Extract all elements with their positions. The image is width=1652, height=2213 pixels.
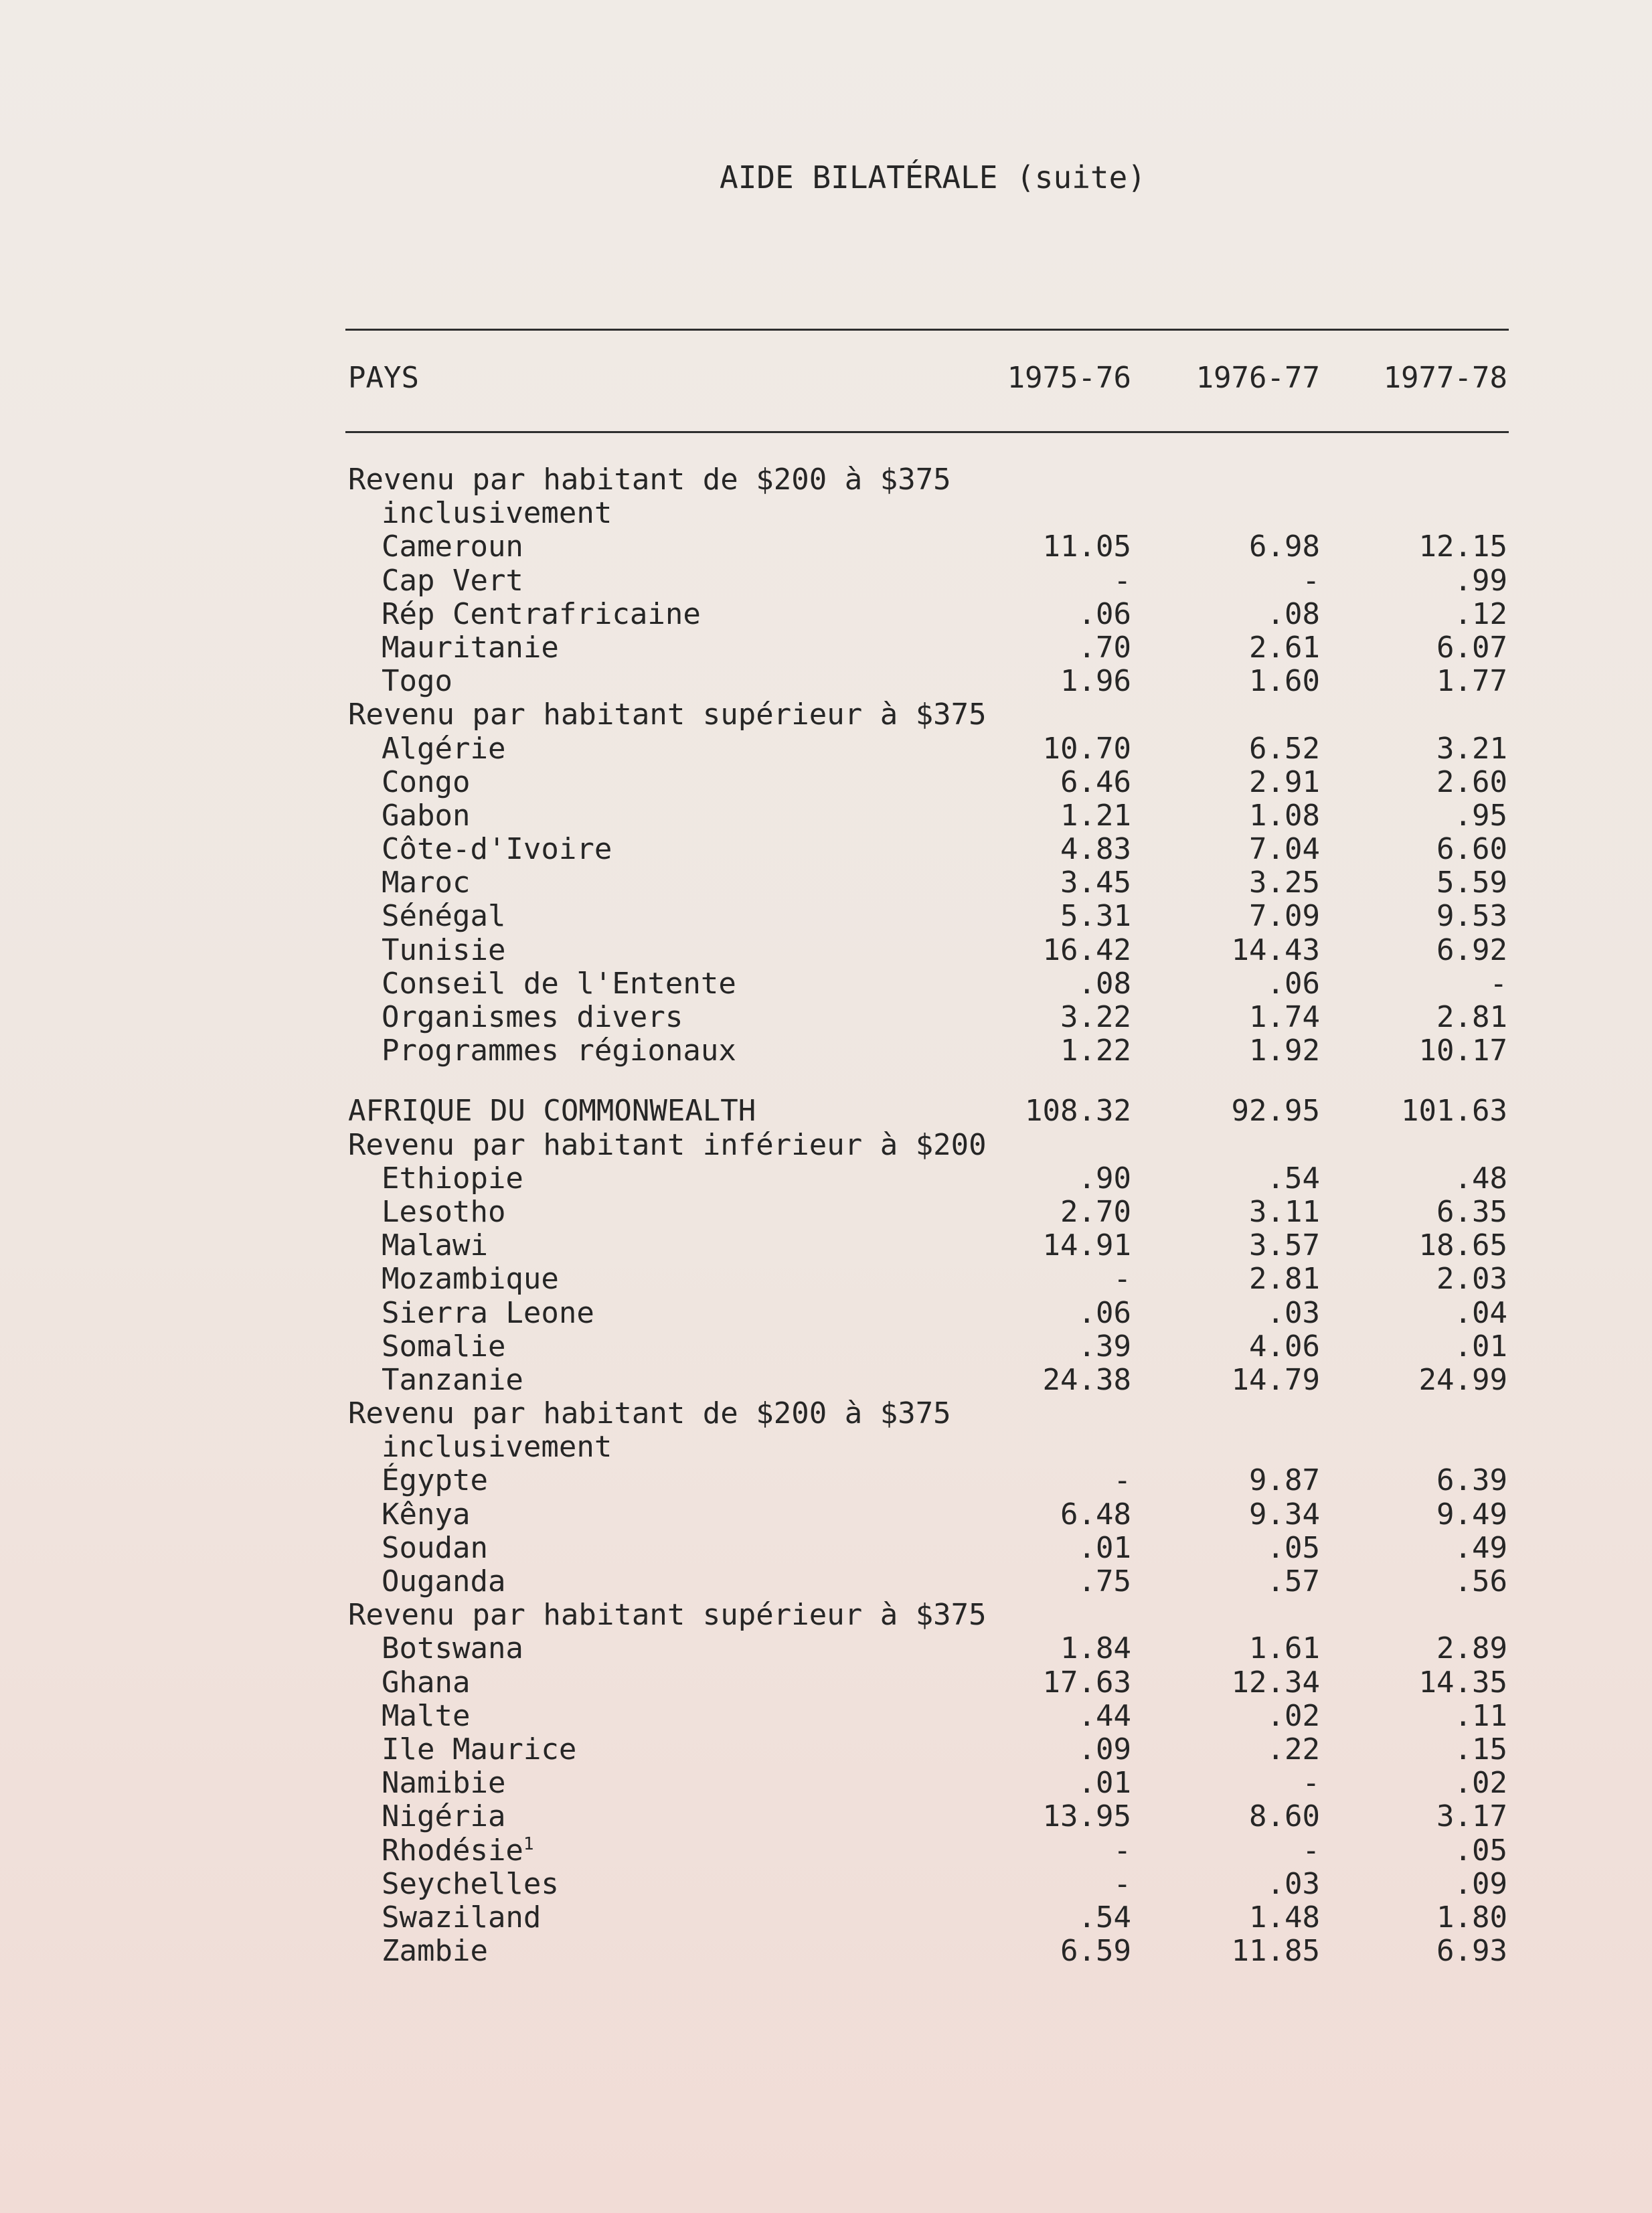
row-label-text: Revenu par habitant inférieur à $200 [348,1127,987,1162]
table-row [0,1901,1652,1935]
value-1975-76: .06 [1078,1295,1131,1330]
value-1976-77: 11.85 [1231,1934,1320,1969]
table-row [0,665,1652,698]
value-1975-76: - [1113,1866,1131,1901]
row-label-text: inclusivement [382,1430,612,1465]
row-label [348,1397,951,1430]
row-label-text: Algérie [382,731,506,766]
row-label [382,900,505,933]
value-1977-78: 12.15 [1418,529,1507,564]
row-label-text: Ghana [382,1665,471,1700]
value-1975-76: - [1113,563,1131,598]
value-1977-78: .15 [1454,1732,1507,1767]
header-year-3: 1977-78 [1383,361,1507,395]
value-1976-77: .22 [1266,1732,1320,1767]
table-row [0,598,1652,631]
table-row [0,1935,1652,1968]
row-label [382,1532,488,1565]
row-label-text: Togo [382,664,452,699]
row-label-text: Kênya [382,1497,471,1532]
table-row [0,1162,1652,1196]
value-1976-77: 2.91 [1249,764,1320,799]
row-label [382,1001,683,1034]
row-label-text: Lesotho [382,1194,506,1229]
row-label [382,866,470,900]
value-1975-76: 1.84 [1060,1631,1131,1666]
value-1975-76: 13.95 [1042,1799,1131,1834]
row-label-text: Ouganda [382,1564,506,1599]
row-label [382,1733,576,1767]
row-label-text: Ile Maurice [382,1732,577,1767]
row-label-text: Mozambique [382,1262,559,1297]
value-1977-78: .01 [1454,1329,1507,1364]
table-row [0,497,1652,530]
value-1975-76: .70 [1078,630,1131,665]
table-row [0,1700,1652,1733]
row-label [382,1901,541,1935]
table-row [0,564,1652,598]
value-1977-78: 2.03 [1436,1262,1507,1297]
row-label-text: Seychelles [382,1866,559,1901]
value-1976-77: 1.60 [1249,664,1320,699]
row-label [382,1262,559,1296]
row-label [382,1229,488,1262]
row-label-text: Malawi [382,1228,488,1263]
row-label-text: Tunisie [382,932,506,967]
table-row [0,631,1652,665]
value-1976-77: 1.08 [1249,798,1320,833]
value-1975-76: .08 [1078,966,1131,1001]
value-1976-77: 4.06 [1249,1329,1320,1364]
value-1976-77: 3.11 [1249,1194,1320,1229]
row-label [382,1034,736,1068]
table-row [0,1733,1652,1767]
value-1975-76: .39 [1078,1329,1131,1364]
row-label [382,1196,505,1229]
value-1975-76: 24.38 [1042,1362,1131,1397]
table-row [0,463,1652,497]
value-1977-78: 6.39 [1436,1463,1507,1498]
table-row [0,1330,1652,1364]
value-1975-76: 10.70 [1042,731,1131,766]
row-label [382,732,505,766]
value-1977-78: .95 [1454,798,1507,833]
value-1975-76: 108.32 [1025,1094,1131,1129]
table-row [0,1868,1652,1901]
row-label-text: Organismes divers [382,1000,683,1034]
row-label [382,1935,488,1968]
value-1977-78: 6.35 [1436,1194,1507,1229]
value-1975-76: 16.42 [1042,932,1131,967]
value-1977-78: 2.89 [1436,1631,1507,1666]
value-1976-77: 7.09 [1249,899,1320,934]
row-label-text: Programmes régionaux [382,1034,736,1068]
row-label-text: Botswana [382,1631,523,1666]
value-1976-77: .05 [1266,1530,1320,1565]
row-label-text: Revenu par habitant de $200 à $375 [348,463,951,497]
row-label-text: Revenu par habitant supérieur à $375 [348,698,987,732]
table-row [0,698,1652,732]
value-1975-76: 6.46 [1060,764,1131,799]
value-1976-77: 3.25 [1249,866,1320,900]
row-label-text: Rép Centrafricaine [382,596,701,631]
value-1976-77: 2.61 [1249,630,1320,665]
value-1976-77: .54 [1266,1161,1320,1196]
header-year-1: 1975-76 [1007,361,1131,395]
value-1977-78: 6.92 [1436,932,1507,967]
table-row [0,732,1652,766]
table-row [0,1430,1652,1464]
row-label-text: Tanzanie [382,1362,523,1397]
value-1975-76: - [1113,1463,1131,1498]
value-1976-77: 92.95 [1231,1094,1320,1129]
row-label [382,1565,505,1599]
row-label-text: Revenu par habitant de $200 à $375 [348,1396,951,1431]
header-pays: PAYS [348,361,419,395]
value-1975-76: 6.59 [1060,1934,1131,1969]
value-1975-76: 3.22 [1060,1000,1131,1034]
value-1975-76: .01 [1078,1530,1131,1565]
value-1976-77: .03 [1266,1295,1320,1330]
row-label-text: Zambie [382,1934,488,1969]
row-label [382,1767,505,1800]
table-row [0,766,1652,799]
row-label [382,1666,470,1700]
value-1977-78: .48 [1454,1161,1507,1196]
row-label-text: Malte [382,1698,471,1733]
row-label-text: Ethiopie [382,1161,523,1196]
row-label-text: Cap Vert [382,563,523,598]
row-label [382,631,559,665]
value-1976-77: 14.43 [1231,932,1320,967]
row-label-text: Maroc [382,866,471,900]
table-row [0,1767,1652,1800]
row-label-text: inclusivement [382,496,612,531]
row-label [382,1632,523,1665]
row-label [348,463,951,497]
row-label [382,1834,534,1868]
row-label [382,1700,470,1733]
value-1977-78: 3.21 [1436,731,1507,766]
table-row [0,1532,1652,1565]
table-body [0,463,1652,1968]
table-row [0,1498,1652,1532]
table-row [0,799,1652,833]
row-label [382,1330,505,1364]
table-row [0,1229,1652,1262]
value-1975-76: 1.96 [1060,664,1131,699]
value-1977-78: 6.07 [1436,630,1507,665]
value-1976-77: 1.74 [1249,1000,1320,1034]
value-1977-78: .04 [1454,1295,1507,1330]
row-label [382,1162,523,1196]
value-1977-78: 2.81 [1436,1000,1507,1034]
value-1975-76: .75 [1078,1564,1131,1599]
table-row [0,1800,1652,1833]
table-row [0,967,1652,1001]
value-1976-77: 1.92 [1249,1034,1320,1068]
value-1975-76: 3.45 [1060,866,1131,900]
row-label [382,665,452,698]
value-1977-78: 101.63 [1401,1094,1507,1129]
value-1977-78: 5.59 [1436,866,1507,900]
value-1976-77: 12.34 [1231,1665,1320,1700]
row-label-text: Cameroun [382,529,523,564]
table-row [0,1034,1652,1068]
table-row [0,1599,1652,1632]
row-label [348,1129,987,1162]
row-label [382,1430,612,1464]
row-label-text: Rhodésie [382,1833,523,1868]
table-row [0,833,1652,866]
row-label [382,1868,559,1901]
table-row [0,1297,1652,1330]
value-1977-78: .02 [1454,1766,1507,1801]
table-row [0,1565,1652,1599]
row-label [382,530,523,564]
value-1975-76: 17.63 [1042,1665,1131,1700]
value-1977-78: .49 [1454,1530,1507,1565]
table-top-rule [345,329,1509,331]
value-1977-78: 1.77 [1436,664,1507,699]
row-label [348,698,987,732]
value-1976-77: .02 [1266,1698,1320,1733]
value-1975-76: 11.05 [1042,529,1131,564]
table-row [0,1094,1652,1128]
row-label [382,1297,594,1330]
value-1976-77: 7.04 [1249,832,1320,867]
row-label-text: Égypte [382,1463,488,1498]
value-1976-77: .57 [1266,1564,1320,1599]
value-1975-76: 1.21 [1060,798,1131,833]
row-label [382,967,736,1001]
value-1976-77: - [1302,1833,1320,1868]
value-1975-76: 14.91 [1042,1228,1131,1263]
value-1977-78: 1.80 [1436,1900,1507,1935]
table-row [0,1632,1652,1665]
table-row [0,1364,1652,1397]
value-1977-78: 18.65 [1418,1228,1507,1263]
value-1977-78: 9.53 [1436,899,1507,934]
value-1976-77: 2.81 [1249,1262,1320,1297]
value-1976-77: - [1302,563,1320,598]
value-1976-77: 6.98 [1249,529,1320,564]
row-label [382,497,612,530]
value-1975-76: .54 [1078,1900,1131,1935]
table-header [0,361,1652,401]
row-label-text: Côte-d'Ivoire [382,832,612,867]
value-1975-76: .90 [1078,1161,1131,1196]
value-1977-78: .12 [1454,596,1507,631]
table-row [0,1129,1652,1162]
row-label [348,1094,756,1128]
value-1976-77: .06 [1266,966,1320,1001]
value-1975-76: - [1113,1262,1131,1297]
row-label-text: Sierra Leone [382,1295,594,1330]
row-label-text: AFRIQUE DU COMMONWEALTH [348,1094,756,1129]
value-1976-77: 1.61 [1249,1631,1320,1666]
table-row [0,1464,1652,1497]
table-row [0,934,1652,967]
value-1975-76: 4.83 [1060,832,1131,867]
row-label-text: Gabon [382,798,471,833]
table-row [0,1834,1652,1868]
value-1976-77: 6.52 [1249,731,1320,766]
value-1977-78: 14.35 [1418,1665,1507,1700]
value-1975-76: .09 [1078,1732,1131,1767]
value-1976-77: 1.48 [1249,1900,1320,1935]
value-1976-77: 14.79 [1231,1362,1320,1397]
value-1976-77: - [1302,1766,1320,1801]
row-label-text: Mauritanie [382,630,559,665]
value-1977-78: .05 [1454,1833,1507,1868]
value-1975-76: .01 [1078,1766,1131,1801]
row-label-text: Swaziland [382,1900,542,1935]
row-label [382,564,523,598]
row-label [382,766,470,799]
header-year-2: 1976-77 [1195,361,1320,395]
value-1977-78: 2.60 [1436,764,1507,799]
table-row [0,530,1652,564]
row-label [382,1464,488,1497]
row-label [382,934,505,967]
table-row [0,900,1652,933]
value-1975-76: .06 [1078,596,1131,631]
value-1975-76: - [1113,1833,1131,1868]
value-1975-76: 2.70 [1060,1194,1131,1229]
row-label [382,799,470,833]
value-1977-78: 9.49 [1436,1497,1507,1532]
row-label [382,1364,523,1397]
table-row [0,1196,1652,1229]
value-1977-78: .99 [1454,563,1507,598]
value-1977-78: 10.17 [1418,1034,1507,1068]
value-1977-78: .09 [1454,1866,1507,1901]
row-label-text: Congo [382,764,471,799]
page-title: AIDE BILATÉRALE (suite) [720,159,1146,195]
value-1977-78: 24.99 [1418,1362,1507,1397]
table-header-rule [345,431,1509,433]
footnote-marker: 1 [523,1833,534,1854]
row-label [382,598,701,631]
value-1977-78: 3.17 [1436,1799,1507,1834]
value-1976-77: 3.57 [1249,1228,1320,1263]
value-1976-77: .03 [1266,1866,1320,1901]
value-1977-78: 6.93 [1436,1934,1507,1969]
row-label-text: Nigéria [382,1799,506,1834]
value-1975-76: 6.48 [1060,1497,1131,1532]
value-1976-77: 9.87 [1249,1463,1320,1498]
value-1977-78: 6.60 [1436,832,1507,867]
value-1976-77: 8.60 [1249,1799,1320,1834]
value-1975-76: .44 [1078,1698,1131,1733]
table-row [0,1397,1652,1430]
table-row [0,866,1652,900]
value-1975-76: 5.31 [1060,899,1131,934]
value-1976-77: 9.34 [1249,1497,1320,1532]
value-1977-78: .56 [1454,1564,1507,1599]
row-label-text: Revenu par habitant supérieur à $375 [348,1598,987,1633]
value-1976-77: .08 [1266,596,1320,631]
row-label [382,833,612,866]
value-1977-78: - [1489,966,1507,1001]
row-label-text: Somalie [382,1329,506,1364]
table-row [0,1001,1652,1034]
row-label [382,1800,505,1833]
row-label-text: Soudan [382,1530,488,1565]
table-row [0,1666,1652,1700]
row-label [382,1498,470,1532]
value-1975-76: 1.22 [1060,1034,1131,1068]
row-label [348,1599,987,1632]
row-label-text: Namibie [382,1766,506,1801]
table-row [0,1262,1652,1296]
value-1977-78: .11 [1454,1698,1507,1733]
row-label-text: Conseil de l'Entente [382,966,736,1001]
row-label-text: Sénégal [382,899,506,934]
